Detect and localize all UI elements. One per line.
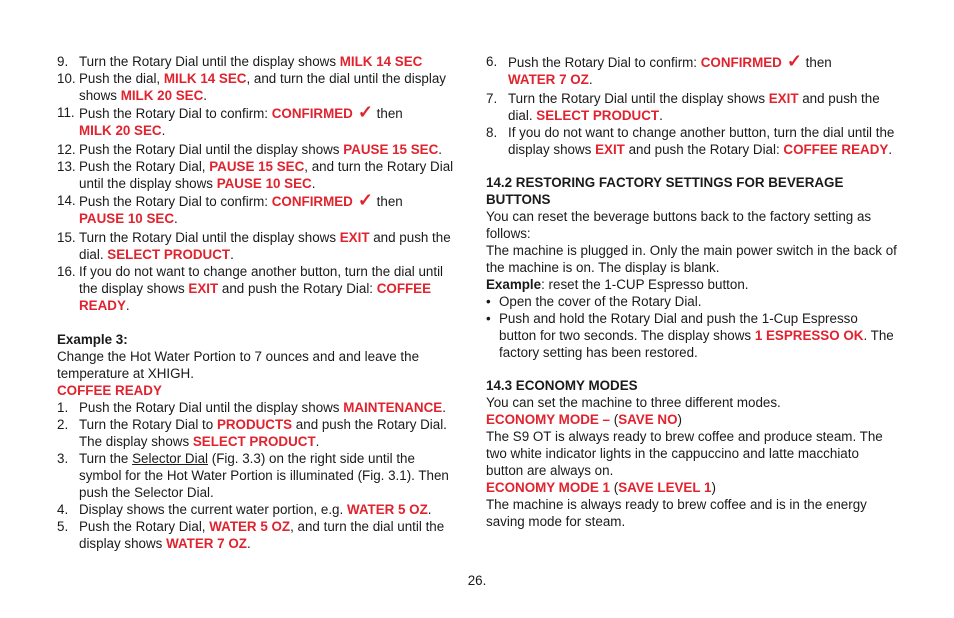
display-message: MILK 14 SEC [163,71,247,86]
text-run: ( [610,412,619,427]
display-message: CONFIRMED [700,55,782,70]
step-number: 15. [57,230,76,245]
step-number: 12. [57,142,76,157]
display-message: MILK 20 SEC [79,123,162,138]
list-item [57,501,457,518]
text-run: and push the Rotary Dial: [218,281,377,296]
coffee-ready-status: COFFEE READY [57,383,162,398]
list-item [486,124,898,158]
display-message: CONFIRMED [271,106,353,121]
step-number: 14. [57,193,76,208]
text-run: . [230,247,234,262]
list-item [57,263,457,314]
list-item [57,104,457,139]
text-run: . [311,176,316,191]
step-number: 4. [57,502,69,517]
step-number: 2. [57,417,69,432]
display-message: ECONOMY MODE – [486,412,611,427]
display-message: EXIT [595,142,625,157]
list-item [57,192,457,227]
text-run: then [372,194,403,209]
text-run: and push the dial. [508,91,880,123]
text-run: and push the Rotary Dial: [624,142,784,157]
text-run: Turn the Rotary Dial to [79,417,217,432]
text-run: . [125,298,130,313]
text-run: If you do not want to change another button, turn the dial until the display shows [508,125,895,157]
text-run: Display shows the current water portion, e.g. [79,502,347,517]
step-number: 13. [57,159,76,174]
text-run: Push and hold the Rotary Dial and push the 1-Cup Espresso button for two seconds. The display shows [499,311,858,343]
display-message: CONFIRMED [271,194,353,209]
text-run: , and turn the dial until the display shows [79,71,446,103]
example-3-text: Change the Hot Water Portion to 7 ounces and and leave the temperature at XHIGH. [57,349,420,381]
section-14-2-para1: You can reset the beverage buttons back to the factory setting as follows: [486,209,872,241]
economy-mode-0-title [486,411,898,428]
text-run: . The factory setting has been restored. [499,328,894,360]
display-message: MAINTENANCE [343,400,443,415]
example-label: Example [486,277,542,292]
list-item [57,399,457,416]
text-run: Push the Rotary Dial until the display shows [79,400,344,415]
text-run: Push the Rotary Dial until the display shows [79,142,344,157]
economy-mode-0-text: The S9 OT is always ready to brew coffee and produce steam. The two white indicator lights in the cappuccino and latte macchiato button are always on. [486,429,883,478]
display-message: SELECT PRODUCT [192,434,316,449]
section-14-2-example [486,276,898,293]
list-item [57,416,457,450]
text-run: ( [610,480,619,495]
display-message: PAUSE 10 SEC [79,211,175,226]
display-message: COFFEE READY [79,281,432,313]
text-run: Push the Rotary Dial to confirm: [79,194,272,209]
display-message: EXIT [339,230,370,245]
section-14-3-intro: You can set the machine to three different modes. [486,395,781,410]
list-item [57,229,457,263]
step-number: 8. [486,125,498,140]
text-run: . [438,142,442,157]
text-run: ) [711,480,716,495]
display-message: 1 ESPRESSO OK [754,328,864,343]
text-run: Turn the Rotary Dial until the display shows [79,230,340,245]
list-item [486,53,898,88]
display-message: MILK 20 SEC [120,88,204,103]
text-run: and push the dial. [79,230,451,262]
display-message: COFFEE READY [783,142,889,157]
text-run: ) [677,412,682,427]
left-column [57,53,457,552]
economy-mode-1-text: The machine is always ready to brew coffee and is in the energy saving mode for steam. [486,497,867,529]
display-message: MILK 14 SEC [339,54,423,69]
text-run: Turn the Rotary Dial until the display shows [508,91,769,106]
text-run: . [174,211,178,226]
example-text: : reset the 1-CUP Espresso button. [541,277,749,292]
checkmark-icon: ✓ [352,190,373,210]
list-item [57,518,457,552]
procedure-steps-9-16 [57,53,457,314]
economy-mode-1-title [486,479,898,496]
list-item [57,141,457,158]
list-item [57,53,457,70]
step-number: 10. [57,71,76,86]
display-message: WATER 5 OZ [346,502,428,517]
text-run: . [659,108,663,123]
example-3-steps [57,399,457,552]
text-run: Push the Rotary Dial to confirm: [508,55,701,70]
text-run: . [315,434,320,449]
display-message: PRODUCTS [216,417,293,432]
section-14-2-heading: 14.2 RESTORING FACTORY SETTINGS FOR BEVERAGE BUTTONS [486,175,844,207]
bullet-icon: • [486,311,491,326]
display-message: SELECT PRODUCT [536,108,660,123]
checkmark-icon: ✓ [781,51,802,71]
text-run: . [588,72,593,87]
text-run: Push the Rotary Dial to confirm: [79,106,272,121]
underlined-term: Selector Dial [132,451,209,466]
page-number: 26. [467,573,487,588]
display-message: ECONOMY MODE 1 [486,480,611,495]
list-item [57,70,457,104]
display-message: PAUSE 15 SEC [343,142,439,157]
step-number: 5. [57,519,69,534]
text-run: Push the Rotary Dial, [79,159,210,174]
display-message: PAUSE 10 SEC [216,176,312,191]
text-run: and push the Rotary Dial. The display shows [79,417,447,449]
text-run: Push the Rotary Dial, [79,519,210,534]
right-column [486,53,898,530]
display-message: WATER 5 OZ [209,519,291,534]
step-number: 16. [57,264,76,279]
display-message: EXIT [188,281,219,296]
list-item [486,90,898,124]
list-item [57,158,457,192]
step-number: 11. [57,105,75,120]
display-message: SAVE NO [618,412,678,427]
text-run: Turn the [79,451,133,466]
list-item [57,450,457,501]
text-run: . [203,88,208,103]
text-run: . [442,400,446,415]
section-14-3-heading: 14.3 ECONOMY MODES [486,378,638,393]
text-run: (Fig. 3.3) on the right side until the symbol for the Hot Water Portion is illuminated (Fig. 3.1). Then push the Selector Dial. [79,451,449,500]
example-3-steps-continued [486,53,898,158]
text-run: . [246,536,251,551]
text-run: then [372,106,403,121]
display-message: SAVE LEVEL 1 [618,480,712,495]
display-message: WATER 7 OZ [508,72,589,87]
text-run: , and turn the dial until the display shows [79,519,445,551]
text-run: Turn the Rotary Dial until the display shows [79,54,340,69]
display-message: EXIT [768,91,799,106]
display-message: PAUSE 15 SEC [209,159,305,174]
text-run: If you do not want to change another button, turn the dial until the display shows [79,264,444,296]
section-14-2-para2: The machine is plugged in. Only the main power switch in the back of the machine is on. The display is blank. [486,243,897,275]
text-run: . [161,123,166,138]
text-run: then [801,55,832,70]
display-message: WATER 7 OZ [166,536,247,551]
text-run: . [888,142,893,157]
checkmark-icon: ✓ [352,102,373,122]
step-number: 3. [57,451,69,466]
step-number: 7. [486,91,498,106]
example-3-heading: Example 3: [57,332,128,347]
bullet-list [486,293,898,361]
text-run: , and turn the Rotary Dial until the display shows [79,159,454,191]
step-number: 1. [57,400,69,415]
step-number: 6. [486,54,498,69]
step-number: 9. [57,54,69,69]
bullet-item [486,310,898,361]
bullet-item [486,293,898,310]
text-run: Open the cover of the Rotary Dial. [499,294,702,309]
text-run: Push the dial, [79,71,164,86]
bullet-icon: • [486,294,491,309]
text-run: . [427,502,432,517]
display-message: SELECT PRODUCT [107,247,231,262]
